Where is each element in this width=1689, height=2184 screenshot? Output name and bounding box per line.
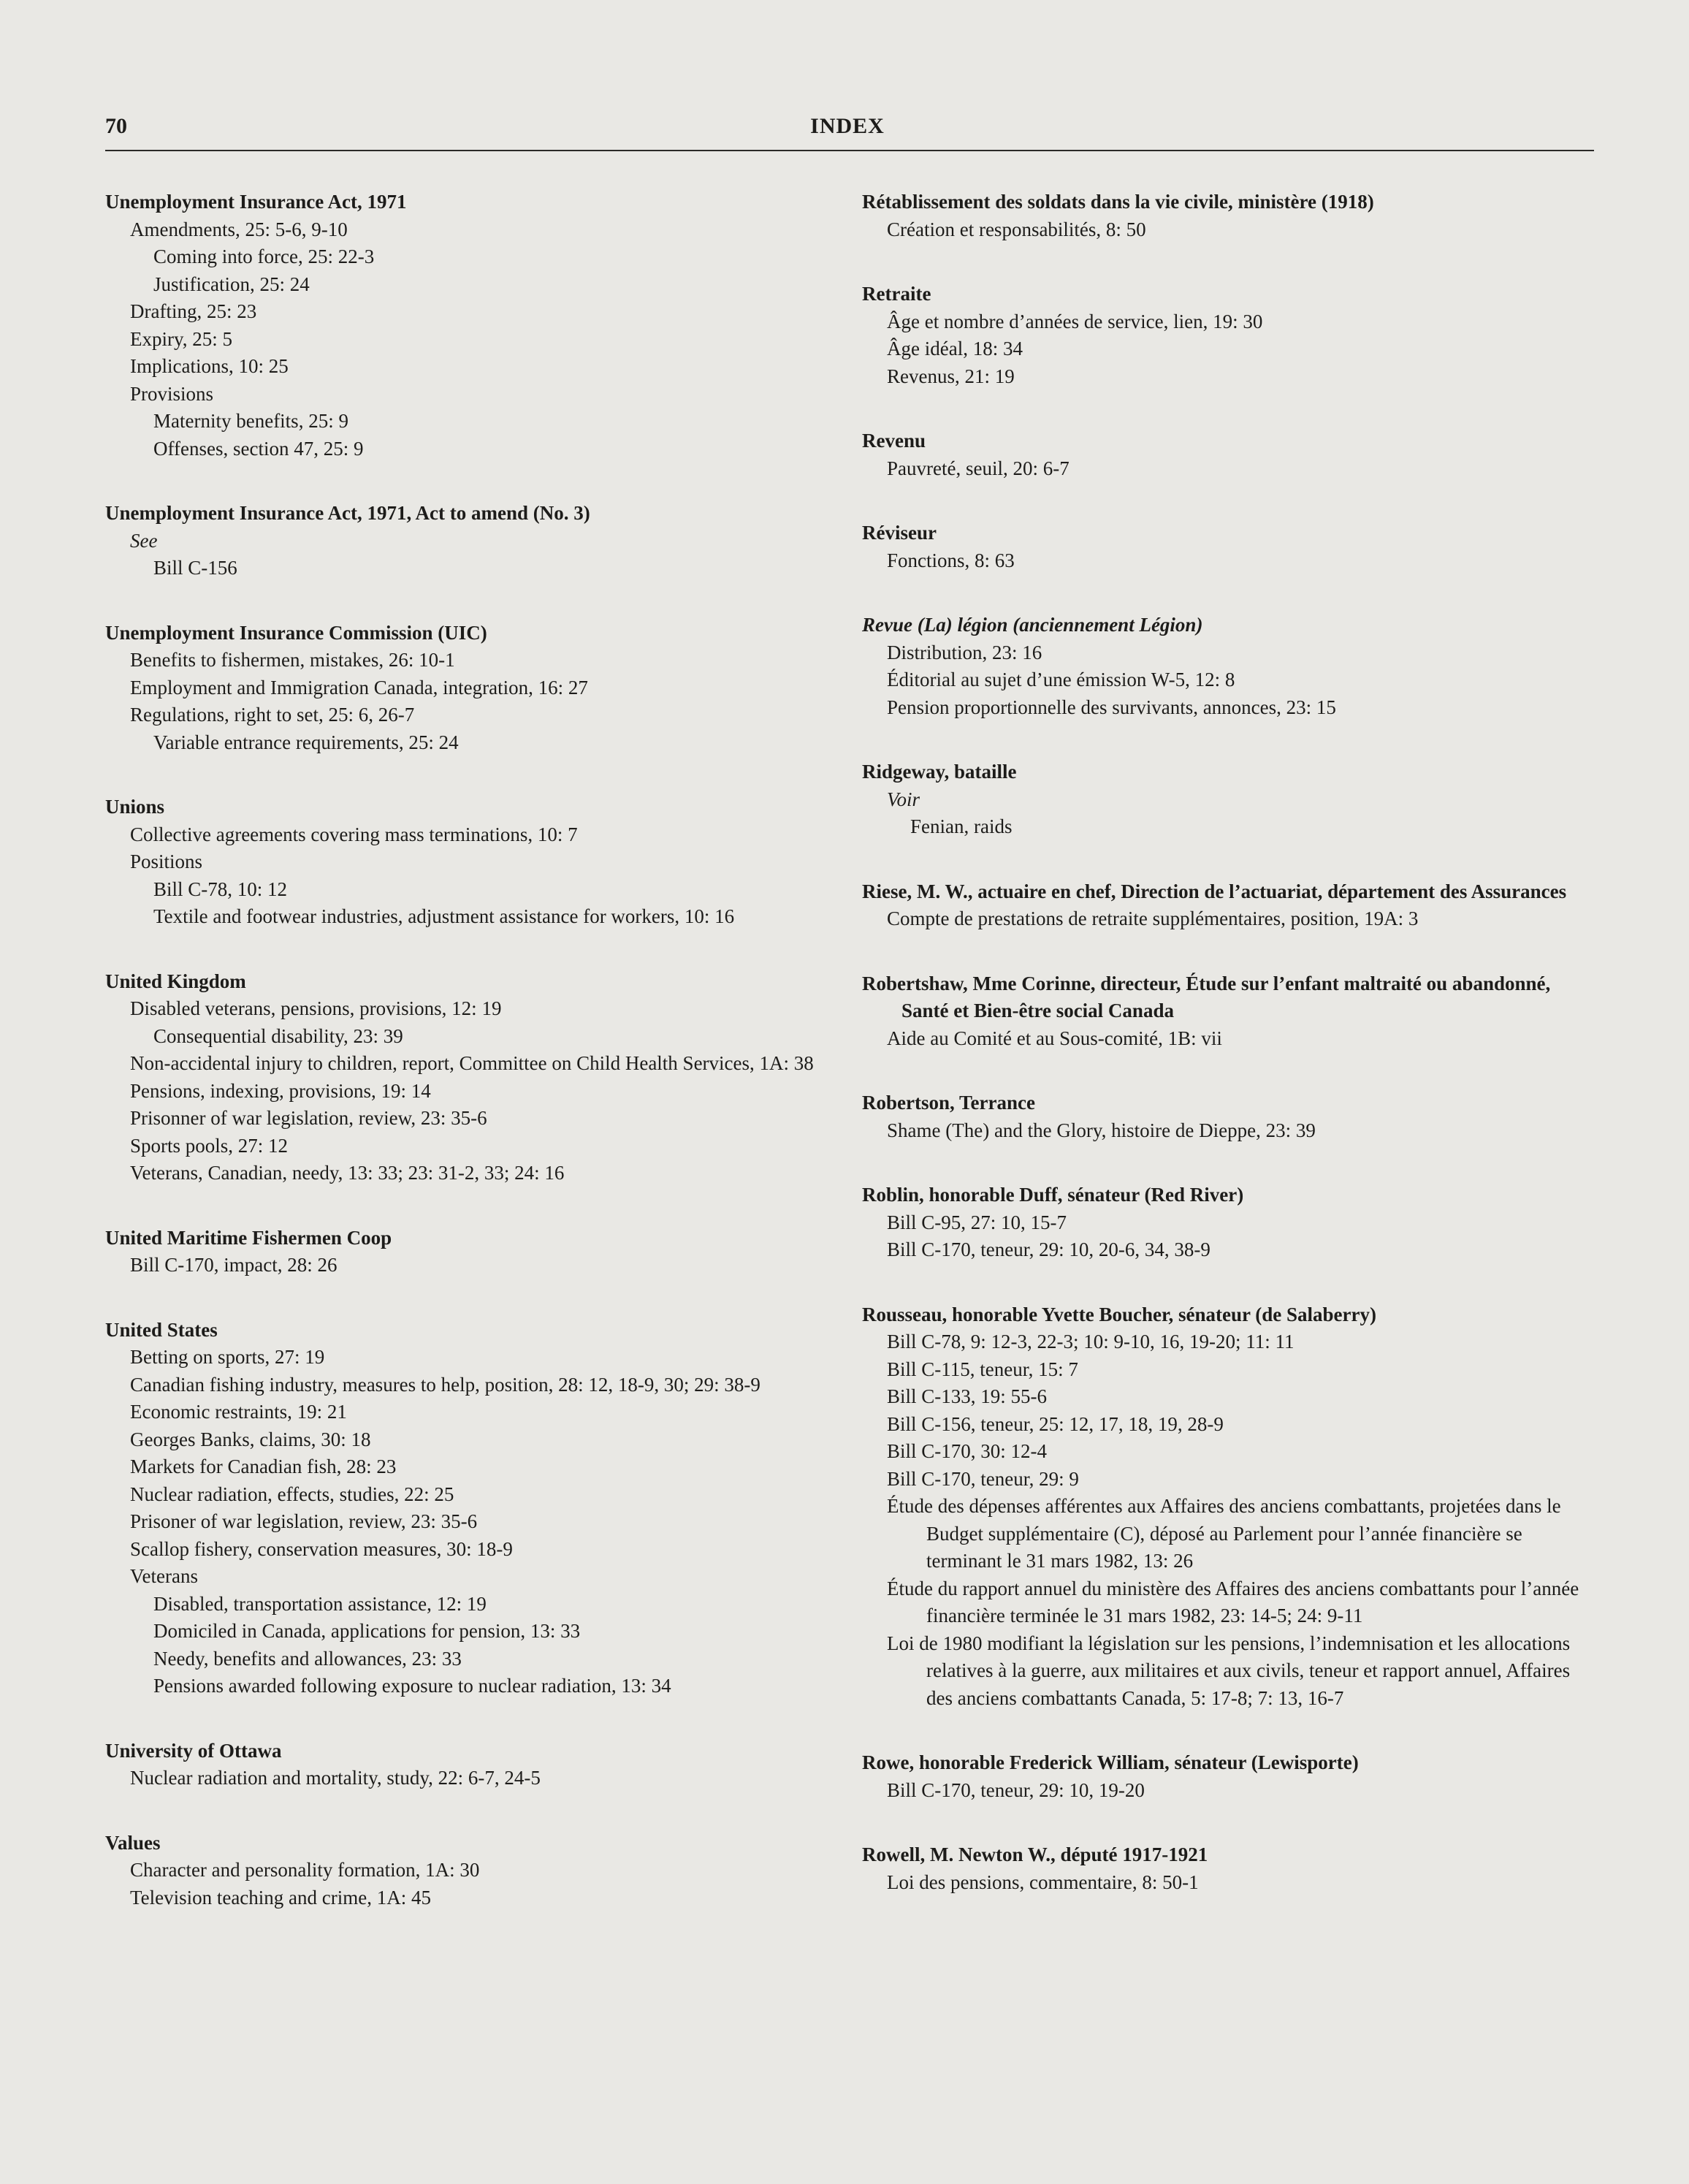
index-subentry: Benefits to fishermen, mistakes, 26: 10-1 bbox=[130, 649, 455, 671]
index-entry bbox=[105, 1317, 831, 1700]
index-heading: Rousseau, honorable Yvette Boucher, sénateur (de Salaberry) bbox=[862, 1303, 1376, 1325]
left-column bbox=[105, 189, 831, 1949]
index-subentry: See bbox=[130, 529, 158, 552]
index-subsubentry: Textile and footwear industries, adjustment assistance for workers, 10: 16 bbox=[153, 905, 735, 927]
index-entry bbox=[105, 794, 831, 931]
index-subentry: Economic restraints, 19: 21 bbox=[130, 1401, 347, 1423]
index-entry bbox=[862, 758, 1593, 841]
index-subentry: Veterans, Canadian, needy, 13: 33; 23: 31-2, 33; 24: 16 bbox=[130, 1162, 565, 1184]
index-heading: United Maritime Fishermen Coop bbox=[105, 1226, 392, 1249]
index-subentry: Georges Banks, claims, 30: 18 bbox=[130, 1428, 371, 1450]
index-subentry: Bill C-170, 30: 12-4 bbox=[887, 1440, 1048, 1462]
index-entry bbox=[862, 878, 1593, 933]
index-subsubentry: Offenses, section 47, 25: 9 bbox=[153, 437, 364, 460]
index-subentry: Scallop fishery, conservation measures, 30: 18-9 bbox=[130, 1537, 513, 1560]
index-subentry: Regulations, right to set, 25: 6, 26-7 bbox=[130, 704, 415, 726]
index-subentry: Prisoner of war legislation, review, 23: 35-6 bbox=[130, 1510, 478, 1532]
index-subentry: Bill C-170, teneur, 29: 10, 20-6, 34, 38-9 bbox=[887, 1239, 1210, 1260]
index-subsubentry: Variable entrance requirements, 25: 24 bbox=[153, 731, 459, 753]
index-subentry: Provisions bbox=[130, 382, 214, 405]
index-subentry: Expiry, 25: 5 bbox=[130, 327, 232, 350]
index-subentry: Veterans bbox=[130, 1565, 198, 1587]
index-subentry: Bill C-170, impact, 28: 26 bbox=[130, 1254, 338, 1276]
index-entry bbox=[862, 1841, 1593, 1896]
index-heading: Roblin, honorable Duff, sénateur (Red River) bbox=[862, 1184, 1244, 1206]
index-subentry: Nuclear radiation and mortality, study, 22: 6-7, 24-5 bbox=[130, 1767, 541, 1789]
index-subentry: Étude du rapport annuel du ministère des Affaires des anciens combattants pour l’année financière terminée le 31 mars 1982, 23: 14-5; 24: 9-11 bbox=[887, 1577, 1579, 1626]
index-entry bbox=[862, 189, 1593, 243]
index-entry bbox=[105, 620, 831, 757]
index-entry bbox=[862, 612, 1593, 721]
index-subentry: Distribution, 23: 16 bbox=[887, 641, 1042, 663]
index-subentry: Collective agreements covering mass terminations, 10: 7 bbox=[130, 823, 578, 845]
index-subentry: Bill C-78, 9: 12-3, 22-3; 10: 9-10, 16, 19-20; 11: 11 bbox=[887, 1331, 1295, 1352]
index-subentry: Fonctions, 8: 63 bbox=[887, 549, 1015, 571]
index-entry bbox=[105, 1830, 831, 1912]
index-heading: University of Ottawa bbox=[105, 1739, 282, 1762]
index-subentry: Canadian fishing industry, measures to help, position, 28: 12, 18-9, 30; 29: 38-9 bbox=[130, 1373, 760, 1396]
index-entry bbox=[105, 1225, 831, 1279]
index-entry bbox=[862, 427, 1593, 482]
header-rule bbox=[105, 150, 1594, 151]
index-subentry: Revenus, 21: 19 bbox=[887, 365, 1015, 387]
index-heading: Unemployment Insurance Act, 1971 bbox=[105, 191, 407, 213]
index-subsubentry: Fenian, raids bbox=[910, 815, 1013, 837]
index-subentry: Éditorial au sujet d’une émission W-5, 12: 8 bbox=[887, 669, 1235, 690]
index-entry bbox=[862, 970, 1593, 1053]
index-subentry: Character and personality formation, 1A: 30 bbox=[130, 1859, 480, 1881]
index-subsubentry: Justification, 25: 24 bbox=[153, 273, 310, 295]
index-subentry: Drafting, 25: 23 bbox=[130, 300, 257, 322]
index-subentry: Étude des dépenses afférentes aux Affaires des anciens combattants, projetées dans le Budget supplémentaire (C), déposé au Parlement pour l’année financière se terminant le 31 mars 1982, 13: 26 bbox=[887, 1495, 1561, 1572]
index-subentry: Loi des pensions, commentaire, 8: 50-1 bbox=[887, 1871, 1199, 1893]
index-subentry: Compte de prestations de retraite supplémentaires, position, 19A: 3 bbox=[887, 908, 1419, 929]
index-subentry: Non-accidental injury to children, report, Committee on Child Health Services, 1A: 38 bbox=[130, 1052, 814, 1074]
index-subentry: Amendments, 25: 5-6, 9-10 bbox=[130, 218, 348, 240]
index-subentry: Bill C-170, teneur, 29: 10, 19-20 bbox=[887, 1778, 1145, 1801]
index-heading: Revenu bbox=[862, 430, 926, 452]
index-heading: United States bbox=[105, 1318, 218, 1341]
index-subentry: Prisonner of war legislation, review, 23: 35-6 bbox=[130, 1107, 487, 1129]
index-subentry: Aide au Comité et au Sous-comité, 1B: vii bbox=[887, 1027, 1222, 1049]
index-heading: Rowe, honorable Frederick William, sénateur (Lewisporte) bbox=[862, 1751, 1359, 1773]
right-column bbox=[862, 189, 1593, 1933]
page-number: 70 bbox=[105, 114, 127, 138]
index-subentry: Bill C-156, teneur, 25: 12, 17, 18, 19, 28-9 bbox=[887, 1412, 1224, 1435]
index-subentry: Betting on sports, 27: 19 bbox=[130, 1346, 325, 1368]
index-heading: Riese, M. W., actuaire en chef, Direction de l’actuariat, département des Assurances bbox=[862, 880, 1567, 902]
index-subentry: Bill C-170, teneur, 29: 9 bbox=[887, 1467, 1079, 1490]
index-subsubentry: Maternity benefits, 25: 9 bbox=[153, 410, 348, 432]
index-subsubentry: Disabled, transportation assistance, 12: 19 bbox=[153, 1592, 487, 1615]
index-heading: Robertson, Terrance bbox=[862, 1092, 1035, 1114]
index-subentry: Implications, 10: 25 bbox=[130, 355, 289, 377]
index-subentry: Shame (The) and the Glory, histoire de Dieppe, 23: 39 bbox=[887, 1119, 1316, 1141]
index-subentry: Markets for Canadian fish, 28: 23 bbox=[130, 1456, 397, 1477]
index-entry bbox=[862, 1089, 1593, 1144]
index-subsubentry: Pensions awarded following exposure to nuclear radiation, 13: 34 bbox=[153, 1675, 671, 1697]
index-heading: Retraite bbox=[862, 283, 931, 305]
index-entry bbox=[105, 189, 831, 463]
index-entry bbox=[862, 1182, 1593, 1264]
index-subentry: Pension proportionnelle des survivants, annonces, 23: 15 bbox=[887, 696, 1336, 718]
index-subsubentry: Bill C-156 bbox=[153, 557, 237, 579]
index-subentry: Television teaching and crime, 1A: 45 bbox=[130, 1886, 431, 1909]
index-subsubentry: Bill C-78, 10: 12 bbox=[153, 878, 288, 900]
index-heading: United Kingdom bbox=[105, 970, 246, 992]
index-subentry: Âge idéal, 18: 34 bbox=[887, 338, 1023, 359]
index-subentry: Pauvreté, seuil, 20: 6-7 bbox=[887, 457, 1070, 479]
index-subentry: Positions bbox=[130, 851, 203, 872]
index-subentry: Âge et nombre d’années de service, lien, 19: 30 bbox=[887, 310, 1263, 332]
index-heading: Values bbox=[105, 1831, 161, 1854]
index-subentry: Création et responsabilités, 8: 50 bbox=[887, 218, 1146, 240]
index-heading: Rowell, M. Newton W., député 1917-1921 bbox=[862, 1844, 1208, 1865]
index-subentry: Pensions, indexing, provisions, 19: 14 bbox=[130, 1079, 431, 1102]
index-subentry: Bill C-95, 27: 10, 15-7 bbox=[887, 1211, 1067, 1233]
index-heading: Ridgeway, bataille bbox=[862, 761, 1017, 783]
index-entry bbox=[862, 520, 1593, 574]
index-heading: Unemployment Insurance Commission (UIC) bbox=[105, 621, 487, 644]
index-subentry: Disabled veterans, pensions, provisions, 12: 19 bbox=[130, 997, 502, 1019]
index-subentry: Loi de 1980 modifiant la législation sur les pensions, l’indemnisation et les allocations relatives à la guerre, aux militaires et aux civils, teneur et rapport annuel, Affaires des anciens combattants Canada, 5: 17-8; 7: 13, 16-7 bbox=[887, 1632, 1571, 1709]
index-heading: Revue (La) légion (anciennement Légion) bbox=[862, 614, 1203, 636]
index-heading: Unemployment Insurance Act, 1971, Act to amend (No. 3) bbox=[105, 502, 590, 524]
index-heading: Robertshaw, Mme Corinne, directeur, Étude sur l’enfant maltraité ou abandonné, Santé et Bien-être social Canada bbox=[862, 972, 1551, 1021]
index-subentry: Nuclear radiation, effects, studies, 22: 25 bbox=[130, 1483, 454, 1505]
index-entry bbox=[105, 500, 831, 582]
index-entry bbox=[105, 1738, 831, 1792]
index-entry bbox=[105, 968, 831, 1187]
index-entry bbox=[862, 1301, 1593, 1713]
index-subentry: Employment and Immigration Canada, integration, 16: 27 bbox=[130, 676, 588, 699]
index-subsubentry: Domiciled in Canada, applications for pension, 13: 33 bbox=[153, 1620, 581, 1642]
page-title: INDEX bbox=[810, 114, 885, 138]
index-subsubentry: Consequential disability, 23: 39 bbox=[153, 1024, 403, 1047]
index-entry bbox=[862, 281, 1593, 390]
index-heading: Réviseur bbox=[862, 522, 937, 544]
index-subentry: Voir bbox=[887, 788, 920, 810]
index-heading: Rétablissement des soldats dans la vie civile, ministère (1918) bbox=[862, 191, 1374, 213]
index-entry bbox=[862, 1749, 1593, 1804]
index-subentry: Bill C-133, 19: 55-6 bbox=[887, 1385, 1048, 1407]
index-subentry: Bill C-115, teneur, 15: 7 bbox=[887, 1358, 1078, 1380]
index-subsubentry: Coming into force, 25: 22-3 bbox=[153, 246, 375, 267]
index-subentry: Sports pools, 27: 12 bbox=[130, 1134, 289, 1157]
index-subsubentry: Needy, benefits and allowances, 23: 33 bbox=[153, 1647, 462, 1670]
index-heading: Unions bbox=[105, 796, 165, 818]
